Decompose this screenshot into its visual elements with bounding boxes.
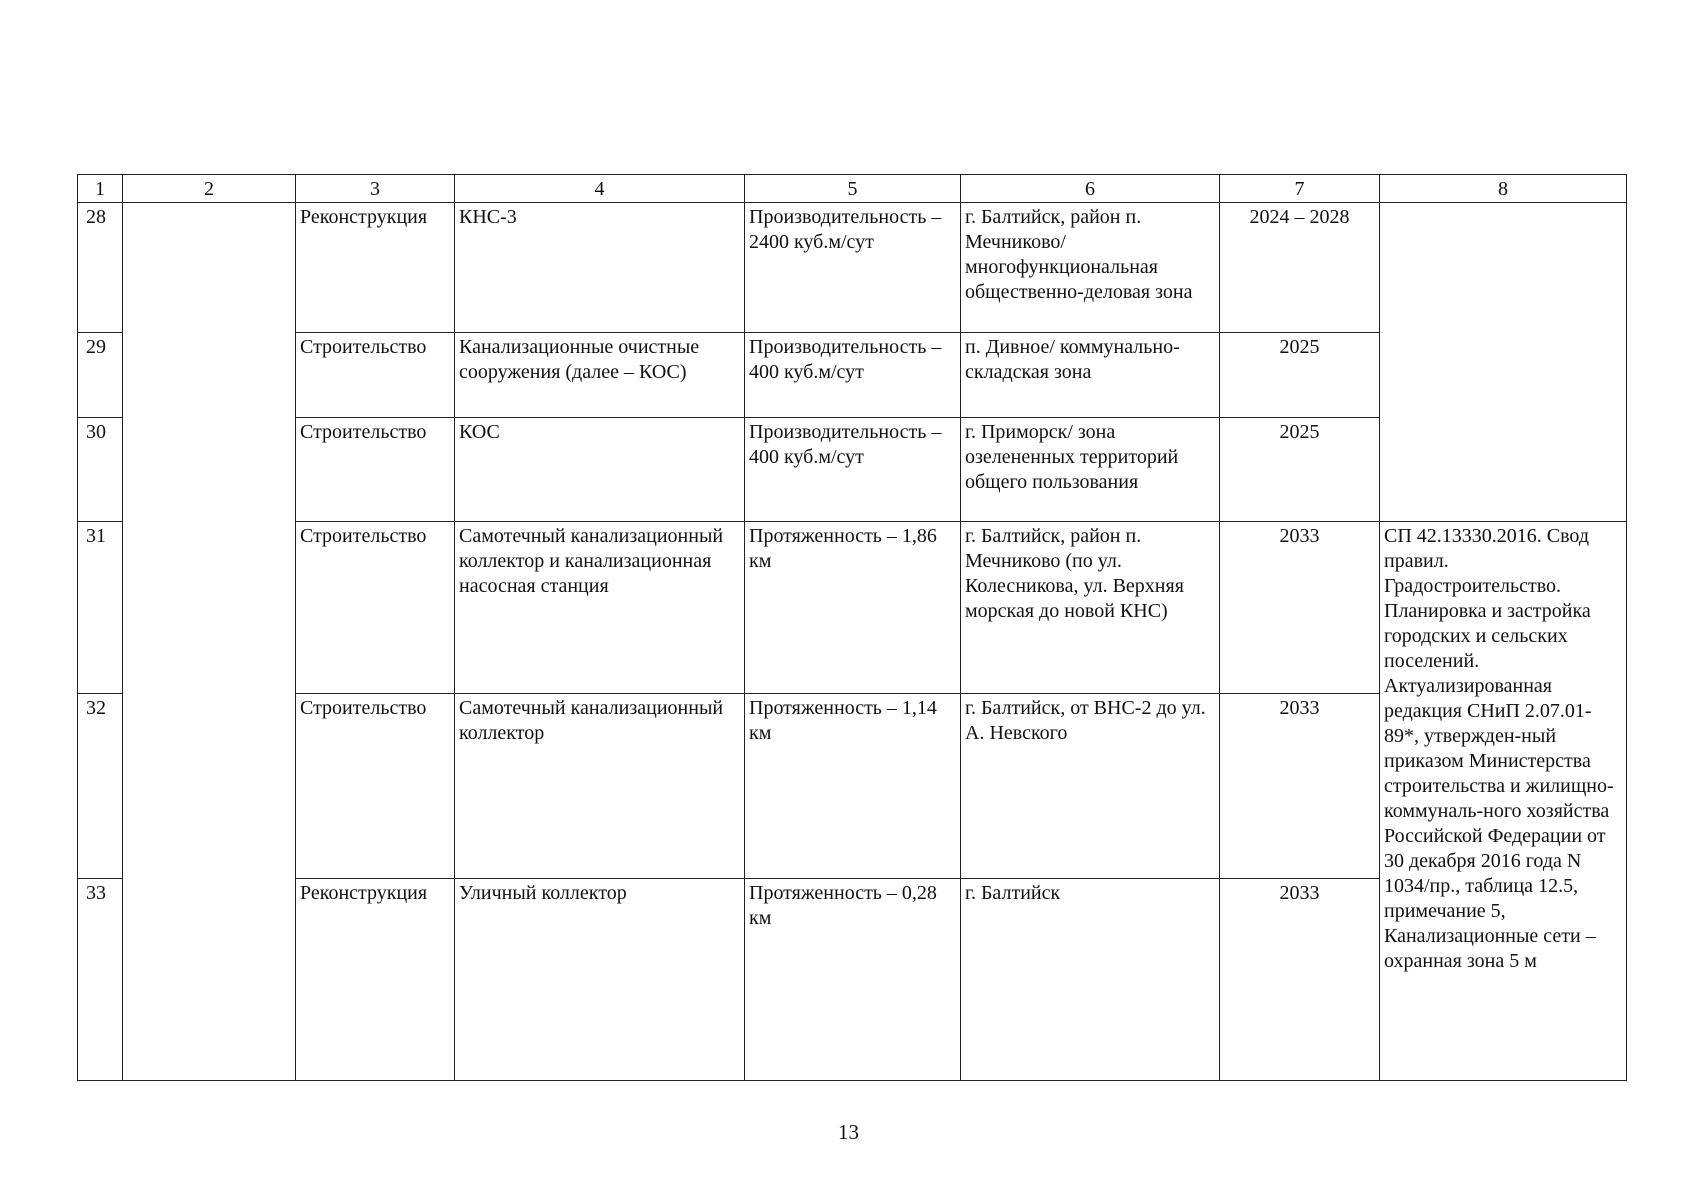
object-name: Самотечный канализационный коллектор (455, 694, 745, 879)
table-row (78, 203, 1627, 333)
location: г. Балтийск, район п. Мечниково/ многофункциональная общественно-деловая зона (961, 203, 1220, 333)
year: 2033 (1220, 694, 1380, 879)
object-name: КНС-3 (455, 203, 745, 333)
header-col-3: 3 (296, 175, 455, 203)
capacity: Производительность – 400 куб.м/сут (745, 333, 961, 418)
header-col-2: 2 (123, 175, 296, 203)
header-col-1: 1 (78, 175, 123, 203)
action-type: Строительство (296, 522, 455, 694)
location: г. Балтийск (961, 879, 1220, 1081)
year: 2025 (1220, 333, 1380, 418)
object-name: Уличный коллектор (455, 879, 745, 1081)
row-number: 28 (78, 203, 123, 333)
header-row (78, 175, 1627, 203)
row-number: 30 (78, 418, 123, 522)
location: п. Дивное/ коммунально-складская зона (961, 333, 1220, 418)
action-type: Реконструкция (296, 879, 455, 1081)
object-name: КОС (455, 418, 745, 522)
year: 2033 (1220, 879, 1380, 1081)
action-type: Реконструкция (296, 203, 455, 333)
location: г. Балтийск, район п. Мечниково (по ул. Колесникова, ул. Верхняя морская до новой КНС) (961, 522, 1220, 694)
year: 2024 – 2028 (1220, 203, 1380, 333)
location: г. Приморск/ зона озелененных территорий общего пользования (961, 418, 1220, 522)
row-number: 31 (78, 522, 123, 694)
object-name: Самотечный канализационный коллектор и канализационная насосная станция (455, 522, 745, 694)
data-table (77, 174, 1627, 1081)
row-number: 32 (78, 694, 123, 879)
year: 2033 (1220, 522, 1380, 694)
capacity: Протяженность – 0,28 км (745, 879, 961, 1081)
capacity: Производительность – 400 куб.м/сут (745, 418, 961, 522)
header-col-6: 6 (961, 175, 1220, 203)
note-cell-31-33: СП 42.13330.2016. Свод правил. Градостроительство. Планировка и застройка городских и сельских поселений. Актуализированная редакция СНиП 2.07.01-89*, утвержден-ный приказом Министерства строительства и жилищно-коммуналь-ного хозяйства Российской Федерации от 30 декабря 2016 года N 1034/пр., таблица 12.5, примечание 5, Канализационные сети – охранная зона 5 м (1380, 522, 1627, 1081)
page-number: 13 (838, 1120, 859, 1144)
header-col-4: 4 (455, 175, 745, 203)
note-cell-28-30 (1380, 203, 1627, 522)
header-col-5: 5 (745, 175, 961, 203)
table-row (78, 522, 1627, 694)
action-type: Строительство (296, 694, 455, 879)
col-2-merged-cell (123, 203, 296, 1081)
capacity: Производительность – 2400 куб.м/сут (745, 203, 961, 333)
capacity: Протяженность – 1,14 км (745, 694, 961, 879)
capacity: Протяженность – 1,86 км (745, 522, 961, 694)
header-col-7: 7 (1220, 175, 1380, 203)
action-type: Строительство (296, 418, 455, 522)
row-number: 33 (78, 879, 123, 1081)
object-name: Канализационные очистные сооружения (далее – КОС) (455, 333, 745, 418)
year: 2025 (1220, 418, 1380, 522)
header-col-8: 8 (1380, 175, 1627, 203)
location: г. Балтийск, от ВНС-2 до ул. А. Невского (961, 694, 1220, 879)
row-number: 29 (78, 333, 123, 418)
action-type: Строительство (296, 333, 455, 418)
